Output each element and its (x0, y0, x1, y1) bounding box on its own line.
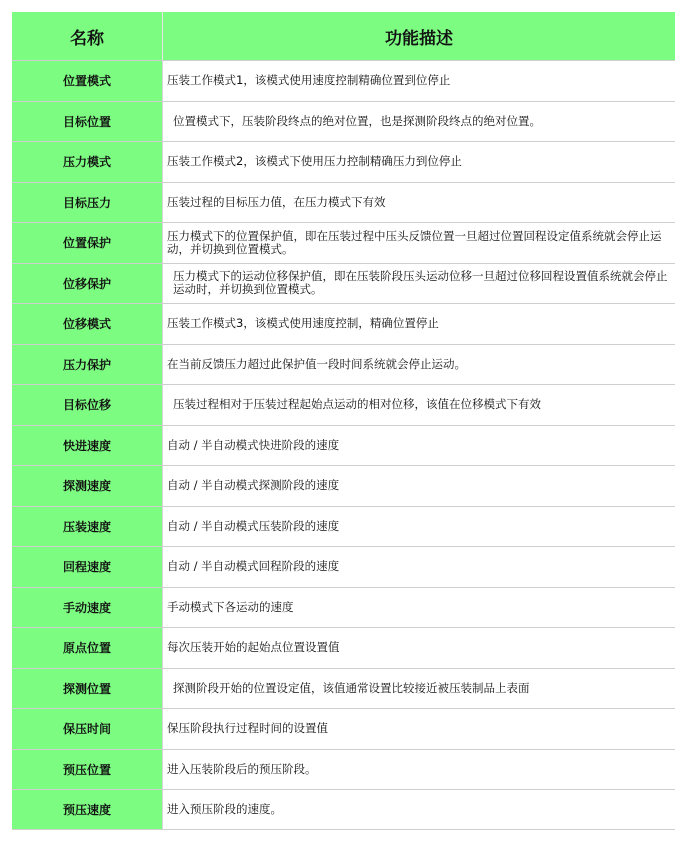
parameter-table (12, 12, 675, 830)
param-description: 位置模式下，压装阶段终点的绝对位置，也是探测阶段终点的绝对位置。 (162, 102, 675, 142)
table-row (12, 587, 675, 628)
param-description: 探测阶段开始的位置设定值，该值通常设置比较接近被压装制品上表面 (162, 669, 675, 709)
param-name: 位移模式 (12, 304, 162, 344)
param-name: 压力模式 (12, 142, 162, 182)
table-row (12, 182, 675, 223)
param-description: 自动 / 半自动模式快进阶段的速度 (162, 426, 675, 466)
table-row (12, 465, 675, 506)
table-row (12, 101, 675, 142)
table-row (12, 708, 675, 749)
param-name: 手动速度 (12, 588, 162, 628)
param-name: 目标位置 (12, 102, 162, 142)
param-description: 自动 / 半自动模式压装阶段的速度 (162, 507, 675, 547)
param-name: 回程速度 (12, 547, 162, 587)
param-name: 快进速度 (12, 426, 162, 466)
param-name: 探测位置 (12, 669, 162, 709)
table-header (12, 12, 675, 60)
table-row (12, 789, 675, 830)
param-description: 手动模式下各运动的速度 (162, 588, 675, 628)
param-name: 探测速度 (12, 466, 162, 506)
table-row (12, 263, 675, 304)
param-description: 压装过程相对于压装过程起始点运动的相对位移，该值在位移模式下有效 (162, 385, 675, 425)
param-description: 每次压装开始的起始点位置设置值 (162, 628, 675, 668)
param-description: 进入压装阶段后的预压阶段。 (162, 750, 675, 790)
param-name: 目标压力 (12, 183, 162, 223)
param-name: 位置模式 (12, 61, 162, 101)
table-row (12, 506, 675, 547)
param-description: 压装工作模式1，该模式使用速度控制精确位置到位停止 (162, 61, 675, 101)
table-row (12, 344, 675, 385)
param-description: 压装工作模式2，该模式下使用压力控制精确压力到位停止 (162, 142, 675, 182)
table-row (12, 222, 675, 263)
param-name: 位置保护 (12, 223, 162, 263)
param-description: 自动 / 半自动模式回程阶段的速度 (162, 547, 675, 587)
param-name: 预压位置 (12, 750, 162, 790)
param-name: 预压速度 (12, 790, 162, 829)
param-name: 原点位置 (12, 628, 162, 668)
param-name: 保压时间 (12, 709, 162, 749)
param-description: 保压阶段执行过程时间的设置值 (162, 709, 675, 749)
table-row (12, 384, 675, 425)
table-row (12, 303, 675, 344)
param-description: 压装过程的目标压力值，在压力模式下有效 (162, 183, 675, 223)
param-name: 位移保护 (12, 264, 162, 304)
param-name: 目标位移 (12, 385, 162, 425)
table-row (12, 425, 675, 466)
header-name: 名称 (12, 12, 162, 60)
param-name: 压装速度 (12, 507, 162, 547)
param-description: 压力模式下的位置保护值，即在压装过程中压头反馈位置一旦超过位置回程设定值系统就会停止运动，并切换到位置模式。 (162, 223, 675, 263)
table-body (12, 60, 675, 830)
table-row (12, 546, 675, 587)
table-row (12, 60, 675, 101)
param-description: 进入预压阶段的速度。 (162, 790, 675, 829)
param-name: 压力保护 (12, 345, 162, 385)
table-row (12, 627, 675, 668)
table-row (12, 141, 675, 182)
table-row (12, 668, 675, 709)
param-description: 压力模式下的运动位移保护值，即在压装阶段压头运动位移一旦超过位移回程设置值系统就会停止运动时，并切换到位置模式。 (162, 264, 675, 304)
param-description: 压装工作模式3，该模式使用速度控制，精确位置停止 (162, 304, 675, 344)
table-row (12, 749, 675, 790)
header-description: 功能描述 (162, 12, 675, 60)
param-description: 在当前反馈压力超过此保护值一段时间系统就会停止运动。 (162, 345, 675, 385)
param-description: 自动 / 半自动模式探测阶段的速度 (162, 466, 675, 506)
